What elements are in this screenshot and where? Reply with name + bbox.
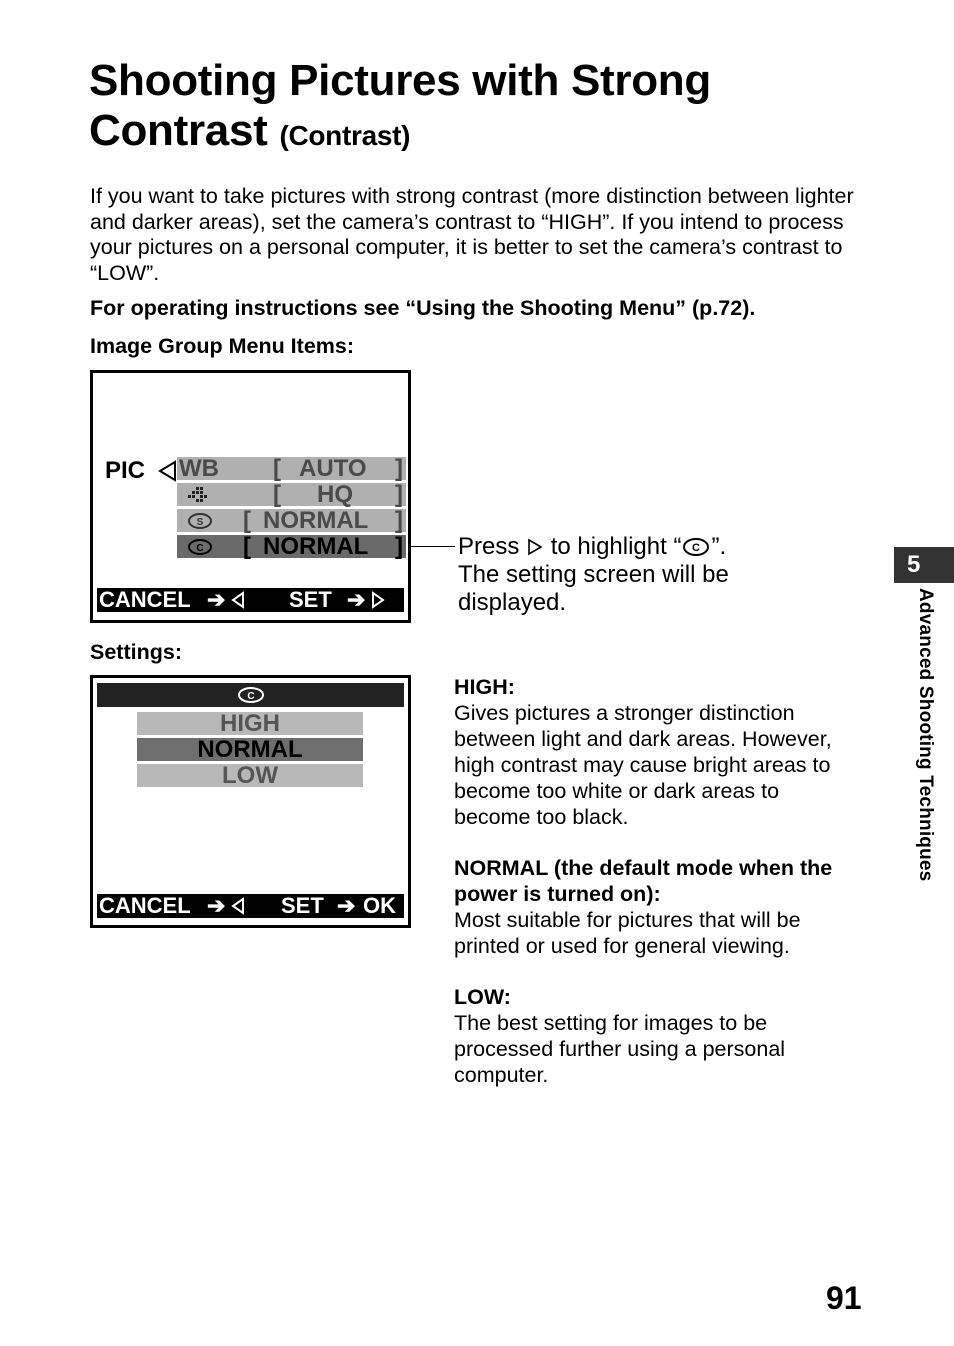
menu-bottom-bar xyxy=(97,588,404,612)
menu-row-value: AUTO xyxy=(299,455,367,482)
settings-label: Settings: xyxy=(90,640,182,664)
set-label: SET xyxy=(289,587,332,612)
arrow-right-icon: ➔ xyxy=(337,893,356,918)
svg-text:C: C xyxy=(196,543,204,554)
settings-descriptions xyxy=(454,674,854,1088)
menu-row-value: NORMAL xyxy=(263,507,369,534)
operating-note: For operating instructions see “Using the Shooting Menu” (p.72). xyxy=(90,296,756,320)
option-low[interactable]: LOW xyxy=(137,764,363,787)
title-sub: (Contrast) xyxy=(279,120,411,151)
set-label: SET xyxy=(281,893,324,918)
chapter-title-vertical: Advanced Shooting Techniques xyxy=(915,588,936,882)
settings-bottom-bar xyxy=(97,894,404,918)
settings-header xyxy=(97,683,404,707)
contrast-icon xyxy=(236,686,266,704)
arrow-right-icon: ➔ xyxy=(207,587,226,612)
option-normal[interactable]: NORMAL xyxy=(137,738,363,761)
ok-label: OK xyxy=(363,893,396,918)
menu-items-label: Image Group Menu Items: xyxy=(90,334,355,358)
intro-paragraph: If you want to take pictures with strong contrast (more distinction between lighter and darker areas), set the camera’s contrast to “HIGH”. If you intend to process your pictures on a personal computer, it is better to set the camera’s contrast to “LOW”. xyxy=(90,184,854,285)
quality-icon xyxy=(187,486,211,504)
low-heading: LOW: xyxy=(454,985,511,1009)
callout-text: Press to highlight “ C ”. The setting screen will be displayed. xyxy=(458,533,729,616)
cancel-label: CANCEL xyxy=(99,587,191,612)
menu-row-value: NORMAL xyxy=(263,533,369,560)
svg-text:C: C xyxy=(692,542,701,554)
high-heading: HIGH: xyxy=(454,675,515,699)
chapter-tab: 5 xyxy=(894,547,954,583)
callout-line xyxy=(411,546,455,547)
svg-text:C: C xyxy=(247,691,255,702)
menu-row-name: WB xyxy=(179,455,219,482)
menu-row-value: HQ xyxy=(317,481,353,508)
sharpness-icon xyxy=(187,512,215,530)
high-description: Gives pictures a stronger distinction between light and dark areas. However, high contrast may cause bright areas to become too white or dark areas to become too black. xyxy=(454,701,832,829)
cancel-label: CANCEL xyxy=(99,893,191,918)
menu-row-contrast[interactable]: C [ NORMAL ] xyxy=(177,535,406,558)
pic-label: PIC xyxy=(105,457,146,484)
contrast-icon xyxy=(187,538,215,556)
normal-heading: NORMAL (the default mode when the power is turned on): xyxy=(454,856,833,906)
menu-row-sharpness[interactable]: S [ NORMAL ] xyxy=(177,509,406,532)
triangle-right-icon xyxy=(371,591,385,609)
normal-description: Most suitable for pictures that will be printed or used for general viewing. xyxy=(454,908,801,958)
triangle-left-icon xyxy=(231,591,245,609)
title-main: Shooting Pictures with Strong Contrast xyxy=(89,56,711,155)
triangle-left-icon xyxy=(157,460,177,482)
contrast-icon xyxy=(681,537,711,557)
option-high[interactable]: HIGH xyxy=(137,712,363,735)
page-title xyxy=(89,56,849,161)
triangle-left-icon xyxy=(231,897,245,915)
svg-text:S: S xyxy=(196,517,204,528)
page-number: 91 xyxy=(826,1280,862,1316)
triangle-right-icon xyxy=(526,538,544,556)
menu-screen xyxy=(90,370,411,623)
menu-row-quality[interactable]: [ HQ ] xyxy=(177,483,406,506)
menu-row-wb[interactable]: WB [ AUTO ] xyxy=(177,457,406,480)
low-description: The best setting for images to be processed further using a personal computer. xyxy=(454,1011,786,1087)
arrow-right-icon: ➔ xyxy=(347,587,366,612)
settings-screen xyxy=(90,675,411,928)
arrow-right-icon: ➔ xyxy=(207,893,226,918)
